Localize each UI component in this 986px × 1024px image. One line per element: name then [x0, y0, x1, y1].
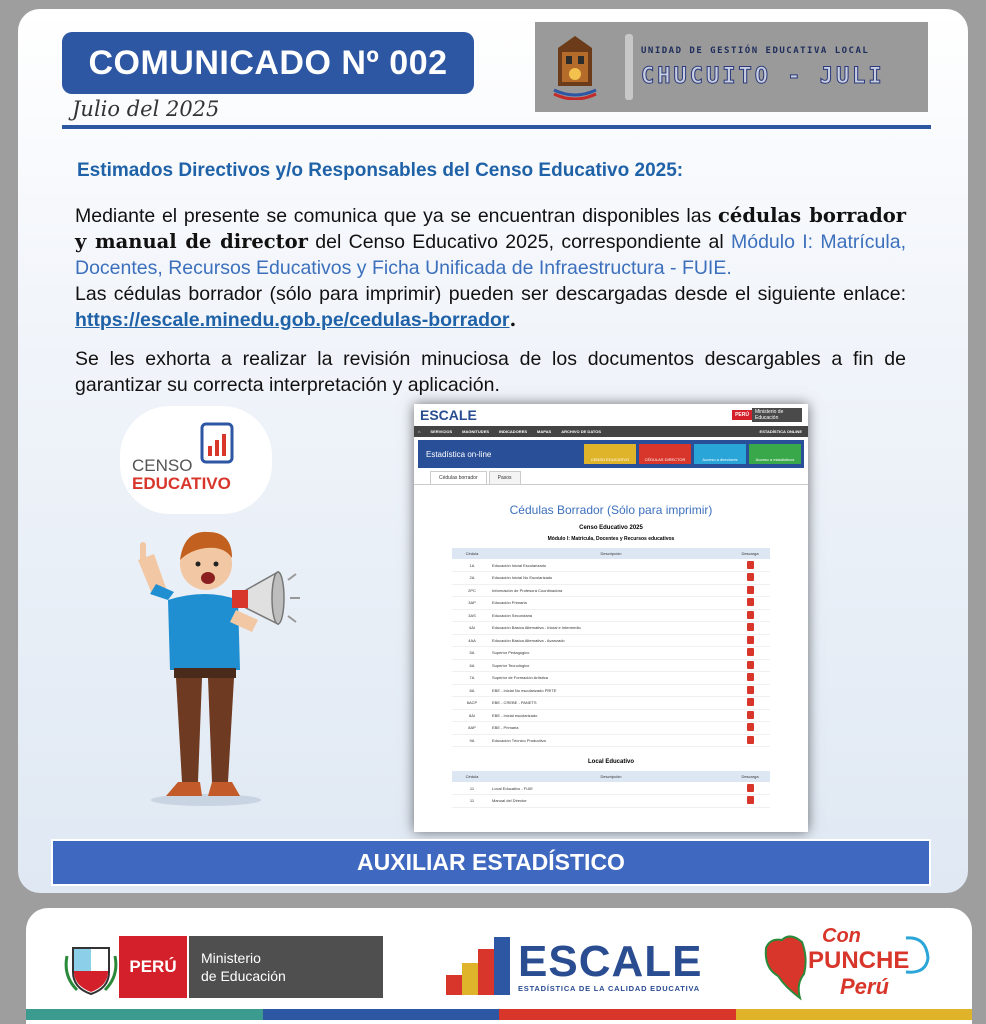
table-row	[452, 584, 770, 597]
cedula-code: 5A	[452, 647, 492, 660]
table-row	[452, 634, 770, 647]
download-cell	[730, 597, 770, 610]
cedula-code: 7A	[452, 672, 492, 685]
censo-label: CENSO	[132, 456, 193, 475]
cedula-description: Educación Inicial Escolarizado	[492, 559, 730, 572]
minedu-logo	[63, 936, 383, 998]
cedula-code: 11	[452, 795, 492, 808]
ugel-logo	[535, 22, 928, 112]
download-cell	[730, 697, 770, 710]
cedula-description: EBE - Inicial escolarizado	[492, 709, 730, 722]
download-cell	[730, 659, 770, 672]
download-link[interactable]: https://escale.minedu.gob.pe/cedulas-borrador	[75, 309, 510, 331]
cedula-code: 9A	[452, 734, 492, 747]
download-cell	[730, 559, 770, 572]
peru-coat-of-arms-icon	[63, 936, 119, 998]
cedula-description: Educación Inicial No Escolarizado	[492, 572, 730, 585]
escale-website-screenshot	[414, 404, 808, 832]
cedula-description: EBE - CREBE - PANETS	[492, 697, 730, 710]
cedula-code: 6A	[452, 659, 492, 672]
escale-stairs-icon	[444, 935, 512, 997]
mini-nav-bar	[414, 426, 808, 437]
mini-eol-button: Acceso a directores	[694, 444, 746, 464]
download-cell	[730, 572, 770, 585]
page-title: COMUNICADO Nº 002	[62, 32, 474, 94]
punche-con: Con	[822, 925, 861, 947]
ugel-separator	[625, 34, 633, 100]
mini-nav-item: MAPAS	[537, 429, 552, 434]
pdf-download-icon	[747, 573, 754, 581]
pdf-download-icon	[747, 611, 754, 619]
p1-module: Módulo I: Matrícula, Docentes, Recursos Educativos y Ficha Unificada de Infraestructura - FUIE.	[75, 231, 906, 279]
ministry-line1: Ministerio	[201, 950, 261, 966]
mini-tab: Pasos	[489, 471, 521, 484]
pdf-download-icon	[747, 686, 754, 694]
mini-eol-button: Acceso a estadísticos	[749, 444, 801, 464]
mini-eol-button: CÉDULAS DIRECTOR	[639, 444, 691, 464]
cedula-code: 8ACP	[452, 697, 492, 710]
download-cell	[730, 647, 770, 660]
p1-text-b: del Censo Educativo 2025, correspondiente al	[307, 231, 731, 253]
footer-color-stripe	[26, 1009, 972, 1020]
download-cell	[730, 709, 770, 722]
con-punche-peru-logo	[756, 918, 936, 1004]
download-cell	[730, 672, 770, 685]
table-row	[452, 672, 770, 685]
table-header: Descripción	[492, 771, 730, 782]
p1-bold: cédulas borrador y manual de director	[75, 204, 906, 253]
table-row	[452, 697, 770, 710]
mini-peru-label: PERÚ	[732, 410, 752, 420]
pdf-download-icon	[747, 661, 754, 669]
table-row	[452, 709, 770, 722]
p1-text-a: Mediante el presente se comunica que ya se encuentran disponibles las	[75, 205, 719, 227]
cedula-code: 3AS	[452, 609, 492, 622]
mini-tab: Cédulas borrador	[430, 471, 487, 484]
pdf-download-icon	[747, 648, 754, 656]
pdf-download-icon	[747, 598, 754, 606]
download-cell	[730, 782, 770, 795]
mini-module-label: Módulo I: Matrícula, Docentes y Recursos educativos	[547, 536, 675, 542]
pdf-download-icon	[747, 623, 754, 631]
pdf-download-icon	[747, 586, 754, 594]
escale-wordmark: ESCALE	[518, 936, 703, 986]
pdf-download-icon	[747, 711, 754, 719]
table-header: Cédula	[452, 771, 492, 782]
table-header: Descarga	[730, 548, 770, 559]
table-row	[452, 559, 770, 572]
home-icon: ⌂	[418, 429, 421, 434]
escale-tagline: ESTADÍSTICA DE LA CALIDAD EDUCATIVA	[518, 983, 701, 993]
cedula-description: Educación Básica Alternativa - Avanzado	[492, 634, 730, 647]
peru-label: PERÚ	[119, 936, 187, 998]
cedula-description: Educación Técnico Productiva	[492, 734, 730, 747]
cedula-description: Superior Pedagógico	[492, 647, 730, 660]
cedula-code: 4AI	[452, 622, 492, 635]
pdf-download-icon	[747, 673, 754, 681]
cedula-description: Superior de Formación Artística	[492, 672, 730, 685]
exhortation-paragraph: Se les exhorta a realizar la revisión minuciosa de los documentos descargables a fin de garantizar su correcta interpretación y aplicación.	[75, 348, 906, 396]
cedula-description: EBE - Primaria	[492, 722, 730, 735]
mini-eol-button: CENSO EDUCATIVO	[584, 444, 636, 464]
cedula-description: Local Educativo - FUIE	[492, 782, 730, 795]
mini-ministry-label: Ministerio de Educación	[752, 408, 802, 422]
pdf-download-icon	[747, 796, 754, 804]
mini-page-title: Cédulas Borrador (Sólo para imprimir)	[509, 503, 713, 517]
punche-word: PUNCHE	[808, 947, 910, 974]
mini-census-label: Censo Educativo 2025	[579, 525, 643, 531]
role-banner: AUXILIAR ESTADÍSTICO	[51, 839, 931, 886]
censo-educativo-logo	[120, 406, 272, 514]
pdf-download-icon	[747, 561, 754, 569]
punche-peru: Perú	[840, 974, 889, 999]
cedula-description: Superior Tecnológico	[492, 659, 730, 672]
cedula-code: 8A	[452, 684, 492, 697]
cedula-description: Educación Básica Alternativa - Inicial e Intermedio	[492, 622, 730, 635]
pdf-download-icon	[747, 698, 754, 706]
escale-logo	[444, 935, 702, 997]
table-row	[452, 684, 770, 697]
download-cell	[730, 609, 770, 622]
table-row	[452, 659, 770, 672]
pdf-download-icon	[747, 736, 754, 744]
download-cell	[730, 584, 770, 597]
escale-mini-logo: ESCALE	[420, 407, 477, 423]
table-row	[452, 647, 770, 660]
megaphone-man-illustration	[128, 520, 303, 810]
mini-local-title: Local Educativo	[587, 759, 634, 765]
mini-local-table	[452, 771, 770, 808]
cedula-code: 8AP	[452, 722, 492, 735]
table-header: Descripción	[492, 548, 730, 559]
pdf-download-icon	[747, 784, 754, 792]
table-row	[452, 734, 770, 747]
download-cell	[730, 795, 770, 808]
mini-nav-item: ARCHIVO DE DATOS	[561, 429, 602, 434]
pdf-download-icon	[747, 636, 754, 644]
cedula-code: 3AP	[452, 597, 492, 610]
p1-dot: .	[509, 308, 517, 331]
download-cell	[730, 684, 770, 697]
ugel-line1: UNIDAD DE GESTIÓN EDUCATIVA LOCAL	[641, 45, 870, 56]
cedula-code: 8AI	[452, 709, 492, 722]
table-row	[452, 722, 770, 735]
cedula-description: Información de Profesora Coordinadora	[492, 584, 730, 597]
educativo-label: EDUCATIVO	[132, 474, 231, 493]
download-cell	[730, 722, 770, 735]
mini-nav-item: INDICADORES	[499, 429, 528, 434]
download-cell	[730, 622, 770, 635]
mini-nav-item: MAGNITUDES	[462, 429, 490, 434]
cedula-code: 2PC	[452, 584, 492, 597]
download-cell	[730, 634, 770, 647]
cedula-description: EBE - Inicial No escolarizado PRITE	[492, 684, 730, 697]
mini-eol-banner	[418, 440, 804, 468]
cedula-description: Educación Secundaria	[492, 609, 730, 622]
cedula-code: 11	[452, 782, 492, 795]
table-row	[452, 597, 770, 610]
mini-nav-right: ESTADÍSTICA ONLINE	[759, 429, 802, 434]
cedula-code: 4AA	[452, 634, 492, 647]
mini-cedulas-table	[452, 548, 770, 747]
pdf-download-icon	[747, 723, 754, 731]
mini-nav-item: SERVICIOS	[430, 429, 453, 434]
p1-text-c: Las cédulas borrador (sólo para imprimir) pueden ser descargadas desde el siguiente enlace:	[75, 283, 906, 305]
table-row	[452, 782, 770, 795]
table-row	[452, 795, 770, 808]
ugel-line2: CHUCUITO - JULI	[641, 63, 885, 89]
cedula-code: 1A	[452, 559, 492, 572]
mini-eol-title: Estadística on-line	[426, 449, 492, 459]
download-cell	[730, 734, 770, 747]
table-row	[452, 609, 770, 622]
cedula-description: Manual del Director	[492, 795, 730, 808]
table-header: Cédula	[452, 548, 492, 559]
date-label: Julio del 2025	[72, 97, 220, 121]
greeting: Estimados Directivos y/o Responsables del Censo Educativo 2025:	[77, 160, 684, 181]
table-row	[452, 622, 770, 635]
header-divider	[62, 125, 931, 129]
ministry-line2: de Educación	[201, 968, 286, 984]
table-header: Descarga	[730, 771, 770, 782]
ugel-crest-icon	[535, 22, 615, 112]
table-row	[452, 572, 770, 585]
cedula-code: 2A	[452, 572, 492, 585]
cedula-description: Educación Primaria	[492, 597, 730, 610]
chart-document-icon	[198, 420, 238, 466]
announcement-paragraph	[75, 203, 906, 333]
